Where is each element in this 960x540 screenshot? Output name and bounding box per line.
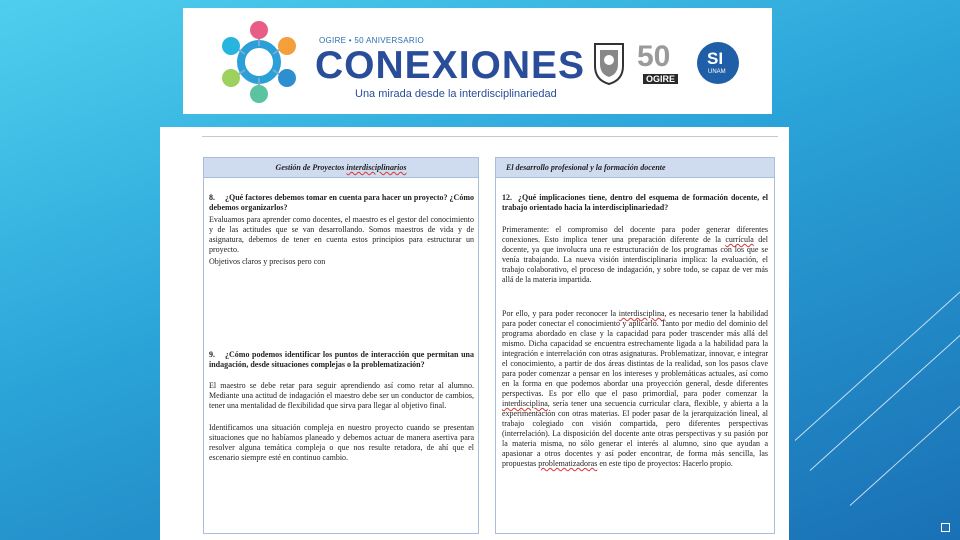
question-8 [209, 193, 474, 213]
si-logo-subtext: UNAM [708, 69, 726, 75]
paragraph-text: , sería tener una secuencia curricular clara, flexible, y abierta a la experimentación con otras materias. El poder pasar de la jerarquización lineal, al trabajo colegiado con visión compartida, pero diferentes perspectivas (interrelación). La disposición del docente ante otras perspectivas y su pasión por la materia misma, no sólo generar el interés al alumno, sino que ayudan a apasionar a otros docentes y así poder encontrar, de forma más sencilla, las propuestas [502, 399, 768, 468]
si-logo-text: SI [707, 49, 724, 68]
answer-9-continued: Identificamos una situación compleja en nuestro proyecto cuando se presentan situaciones que no habíamos planeado y debemos actuar de manera asertiva para resolver alguna temática compleja o que nos resulte retadora, de ahí que el escenario siempre esté en continuo cambio. [209, 423, 474, 462]
spell-flagged-word: interdisciplina [618, 309, 665, 318]
unam-shield-icon [591, 40, 627, 86]
ogire-number: 50 [637, 40, 671, 73]
decorative-line [850, 385, 960, 506]
question-12 [502, 193, 768, 213]
conexiones-banner [183, 8, 772, 114]
decorative-line [795, 286, 960, 441]
banner-title: CONEXIONES [315, 44, 586, 87]
question-text: ¿Cómo podemos identificar los puntos de interacción que permitan una indagación, desde situaciones complejas o la problematización? [209, 350, 474, 369]
ogire-50-logo [637, 40, 689, 86]
question-text: ¿Qué implicaciones tiene, dentro del esquema de formación docente, el trabajo orientado hacia la interdisciplinariedad? [502, 193, 768, 212]
paragraph-text: Primeramente: el compromiso del docente para poder generar diferentes conexiones. Esto implica tener una preparación diferente de la [502, 225, 768, 244]
answer-12-paragraph-2 [502, 309, 768, 469]
banner-subtitle: Una mirada desde la interdisciplinariedad [355, 88, 557, 100]
page-rule [202, 136, 778, 137]
slide-corner-marker [941, 523, 950, 532]
banner-anniversary-text: OGIRE • 50 ANIVERSARIO [319, 36, 424, 45]
right-column-header: El desarrollo profesional y la formación docente [496, 158, 774, 178]
spell-flagged-word: currícula [725, 235, 754, 244]
paragraph-text: del docente, ya que involucra una re estructuración de los programas con los que se venía trabajando. La nueva visión interdisciplinaria implica: la evaluación, el trabajo colaborativo, el proceso de indagación, y sobre todo, se capaz de ver más allá de la materia impartida. [502, 235, 768, 284]
question-text: ¿Qué factores debemos tomar en cuenta para hacer un proyecto? ¿Cómo debemos organizarlos? [209, 193, 474, 212]
paragraph-text: Por ello, y para poder reconocer la [502, 309, 619, 318]
question-number: 9. [209, 350, 215, 359]
document-page [160, 127, 789, 540]
spell-flagged-word: problematizadoras [538, 459, 598, 468]
header-text: Gestión de Proyectos [275, 163, 347, 172]
question-9 [209, 350, 474, 370]
left-column-header [204, 158, 478, 178]
left-column-box [203, 157, 479, 534]
paragraph-text: en este tipo de proyectos: Hacerlo propio. [597, 459, 733, 468]
si-unam-logo [697, 42, 739, 84]
conexiones-molecule-icon [213, 16, 305, 108]
answer-9: El maestro se debe retar para seguir aprendiendo así como retar al alumno. Mediante una actitud de indagación el maestro debe ser un conductor de cambios, tener una mentalidad de flexibilidad que sirva para llegar al objetivo final. [209, 381, 474, 410]
question-number: 12. [502, 193, 512, 202]
answer-8-continued: Objetivos claros y precisos pero con [209, 257, 326, 266]
header-spell-flagged: interdisciplinarios [346, 163, 407, 172]
right-column-box [495, 157, 775, 534]
spell-flagged-word: interdisciplina [502, 399, 548, 408]
answer-12-paragraph-1 [502, 225, 768, 285]
paragraph-text: , es necesario tener la habilidad para poder conectar el conocimiento y aplicarlo. Tanto por medio del dominio del programa abordado en clase y la capacidad para poder trascender más allá del mismo. Dicha capacidad se encuentra estrechamente ligada a la habilidad para la integración e interrelación con otras asignaturas. Problematizar, innovar, e integrar el conocimiento, a partir de dos áreas distintas de la realidad, son los pasos clave para poder comenzar a pensar en los intereses y problemáticas actuales, así como en la forma en que podemos abordar una proyección general, desde diferentes perspectivas. Es por ello que el paso primordial, para poder comenzar la [502, 309, 768, 398]
decorative-line [810, 316, 960, 471]
ogire-tag: OGIRE [643, 74, 678, 84]
answer-8: Evaluamos para aprender como docentes, el maestro es el gestor del conocimiento y de las actitudes que se van desarrollando. Somos maestros de vida y de asignatura, debemos de tener en cuenta estos principios para estructurar un proyecto. [209, 215, 474, 254]
question-number: 8. [209, 193, 215, 202]
